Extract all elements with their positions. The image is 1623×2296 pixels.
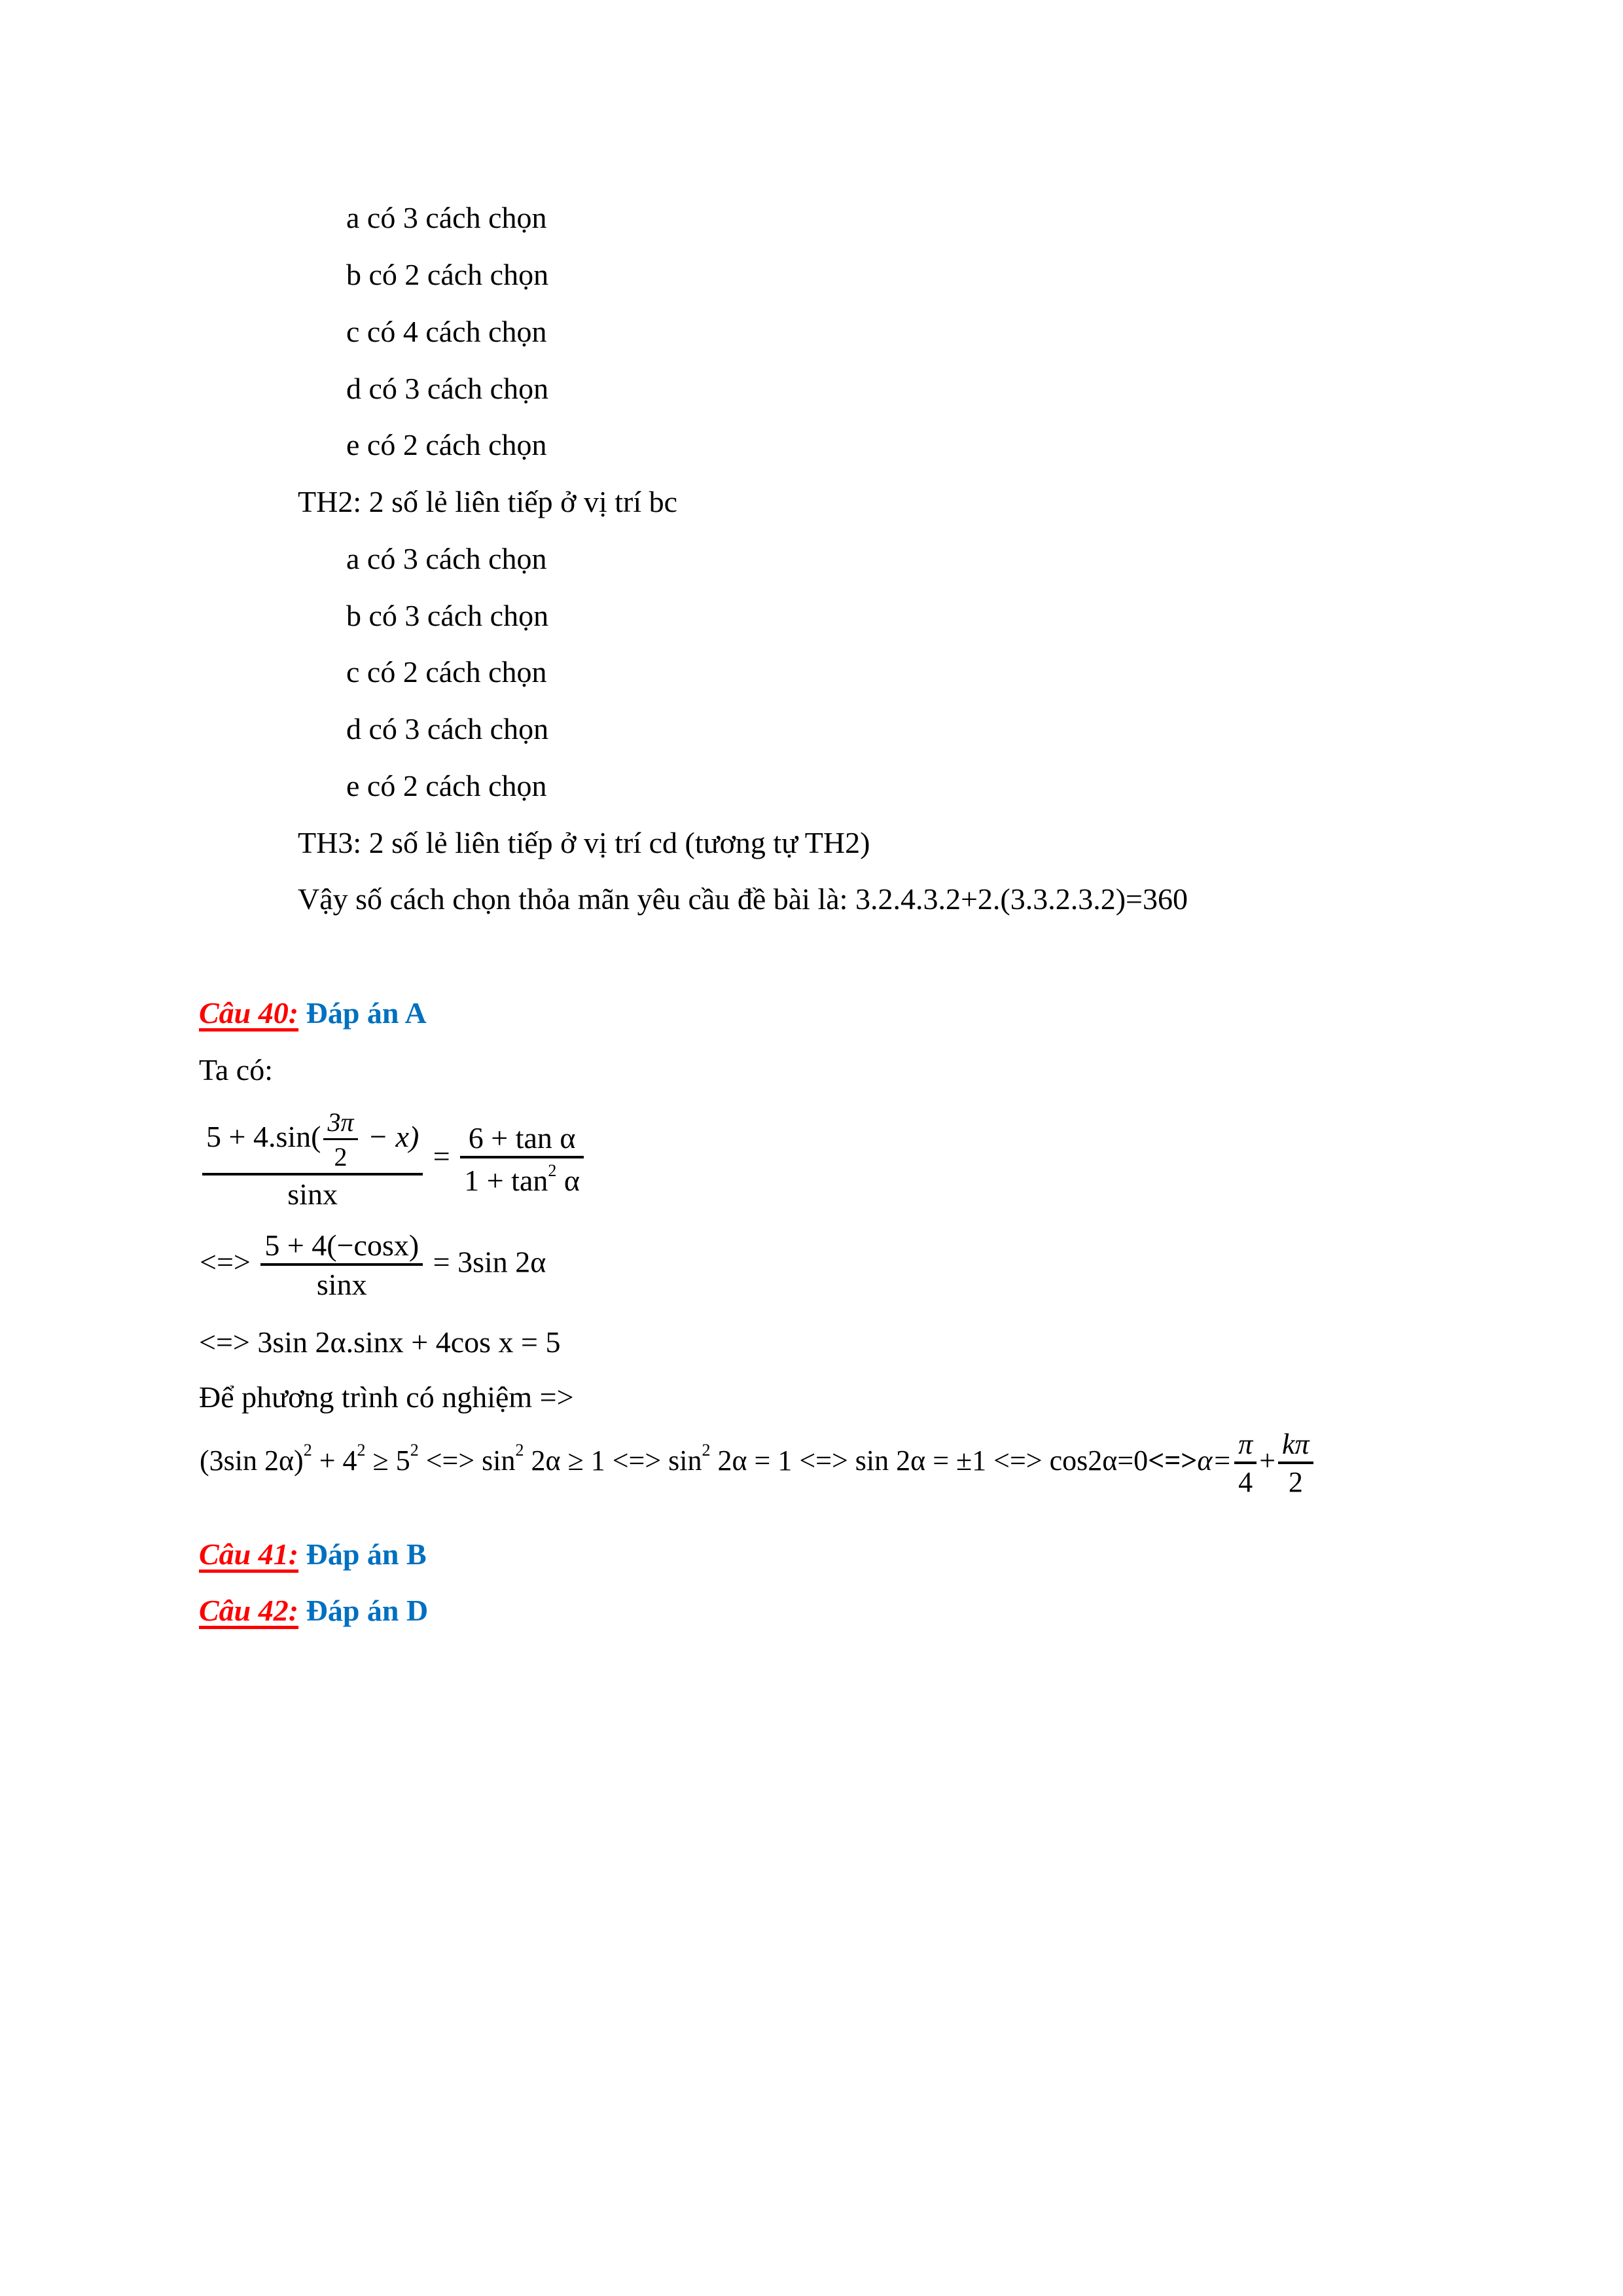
list-item: a có 3 cách chọn [346,542,547,575]
question-42-heading [199,1596,428,1626]
list-item: c có 2 cách chọn [346,655,547,689]
equation-3: <=> 3sin 2α.sinx + 4cos x = 5 [199,1325,561,1359]
th2-title: TH2: 2 số lẻ liên tiếp ở vị trí bc [298,485,678,518]
question-label: Câu 42: [199,1594,299,1627]
th3-title: TH3: 2 số lẻ liên tiếp ở vị trí cd (tương tự TH2) [298,826,870,859]
equation-4: (3sin $2\alpha)^2 + 4^2 \ge 5^2$ <=> $\sin^2 2\alpha \ge 1$ <=> $\sin^2 2\alpha = 1$ <=> sin 2α = ±1 <=> cos2α=0<=>α= $\frac{\pi}{4}$ + $\frac{k\pi}{2}$ [200,1430,1316,1497]
intro-text: Ta có: [199,1053,274,1086]
question-40-heading [199,998,427,1028]
list-item: a có 3 cách chọn [346,201,547,234]
list-item: d có 3 cách chọn [346,712,549,745]
question-41-heading [199,1539,427,1570]
list-item: d có 3 cách chọn [346,372,549,405]
inner-fraction: $\frac{3\pi}{2}$ [323,1109,357,1170]
fraction: $\frac{5 + 4(-\cos x)}{\sin x}$ [260,1230,423,1300]
list-item: b có 3 cách chọn [346,599,549,632]
equation-2: <=> $\frac{5 + 4(-\cos x)}{\sin x}$ = 3sin 2α [200,1229,546,1301]
list-item: e có 2 cách chọn [346,428,547,461]
fraction-pi-4: $\frac{\pi}{4}$ [1234,1430,1257,1497]
fraction-kpi-2: $\frac{k\pi}{2}$ [1278,1430,1313,1497]
list-item: b có 2 cách chọn [346,258,549,291]
conclusion: Vậy số cách chọn thỏa mãn yêu cầu đề bài là: 3.2.4.3.2+2.(3.3.2.3.2)=360 [298,882,1188,916]
equation-1: 5 + 4.sin( $\frac{3\pi}{2}$ − x) sinx = $\frac{\text{6 + tan α}}{1 + \tan^2 \alpha}$ [200,1109,586,1210]
condition-text: Để phương trình có nghiệm => [199,1380,574,1414]
question-label: Câu 40: [199,996,299,1030]
question-label: Câu 41: [199,1537,299,1571]
rhs-fraction: $\frac{\text{6 + tan α}}{1 + \tan^2 \alpha}$ [460,1123,584,1196]
answer-label: Đáp án B [306,1537,427,1571]
list-item: c có 4 cách chọn [346,315,547,348]
lhs-fraction: 5 + 4.sin( $\frac{3\pi}{2}$ − x) sinx [202,1109,423,1210]
answer-label: Đáp án D [306,1594,429,1627]
answer-label: Đáp án A [306,996,427,1030]
list-item: e có 2 cách chọn [346,769,547,802]
